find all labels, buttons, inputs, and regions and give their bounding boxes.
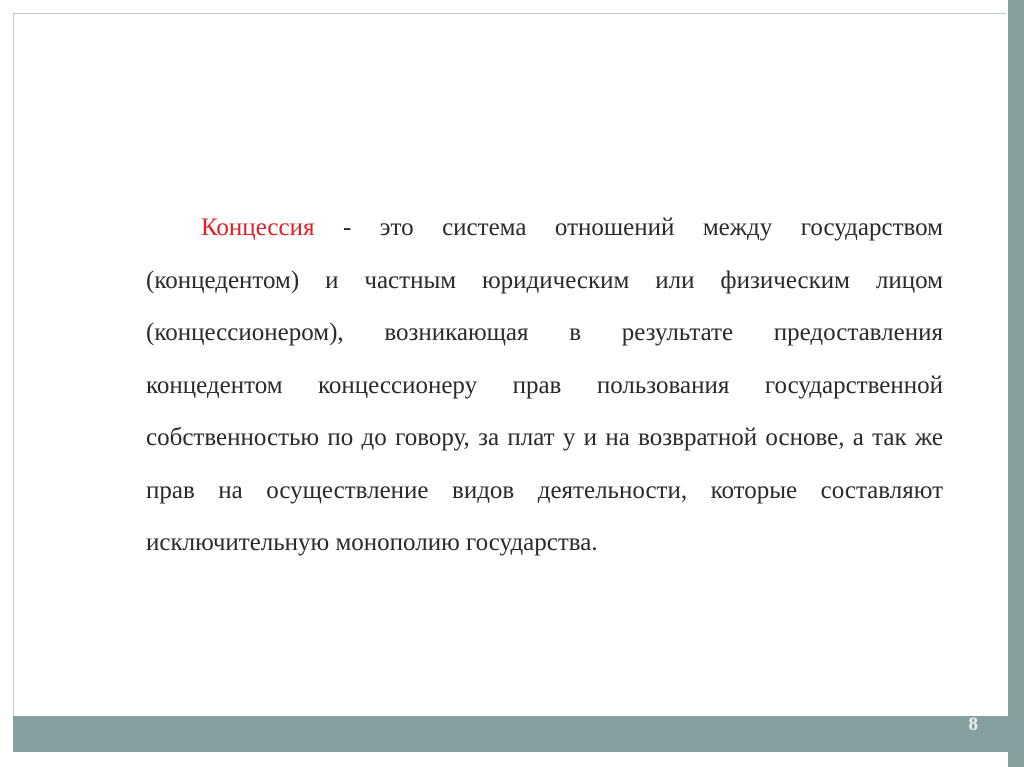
definition-text: - это система отношений между государством (концедентом) и частным юридическим или физическим лицом (концессионером), возникающая в результате предоставления концедентом концессионеру прав пользования государственной собственностью по до говору, за плат у и на возвратной основе, а так же прав на осуществление видов деятельности, которые составляют исключительную монополию государства. — [146, 214, 943, 556]
definition-paragraph — [146, 202, 943, 570]
footer-bar — [13, 716, 1008, 752]
slide-number: 8 — [968, 714, 978, 735]
term-highlight: Концессия — [201, 214, 315, 241]
right-accent-bar — [1008, 0, 1024, 767]
